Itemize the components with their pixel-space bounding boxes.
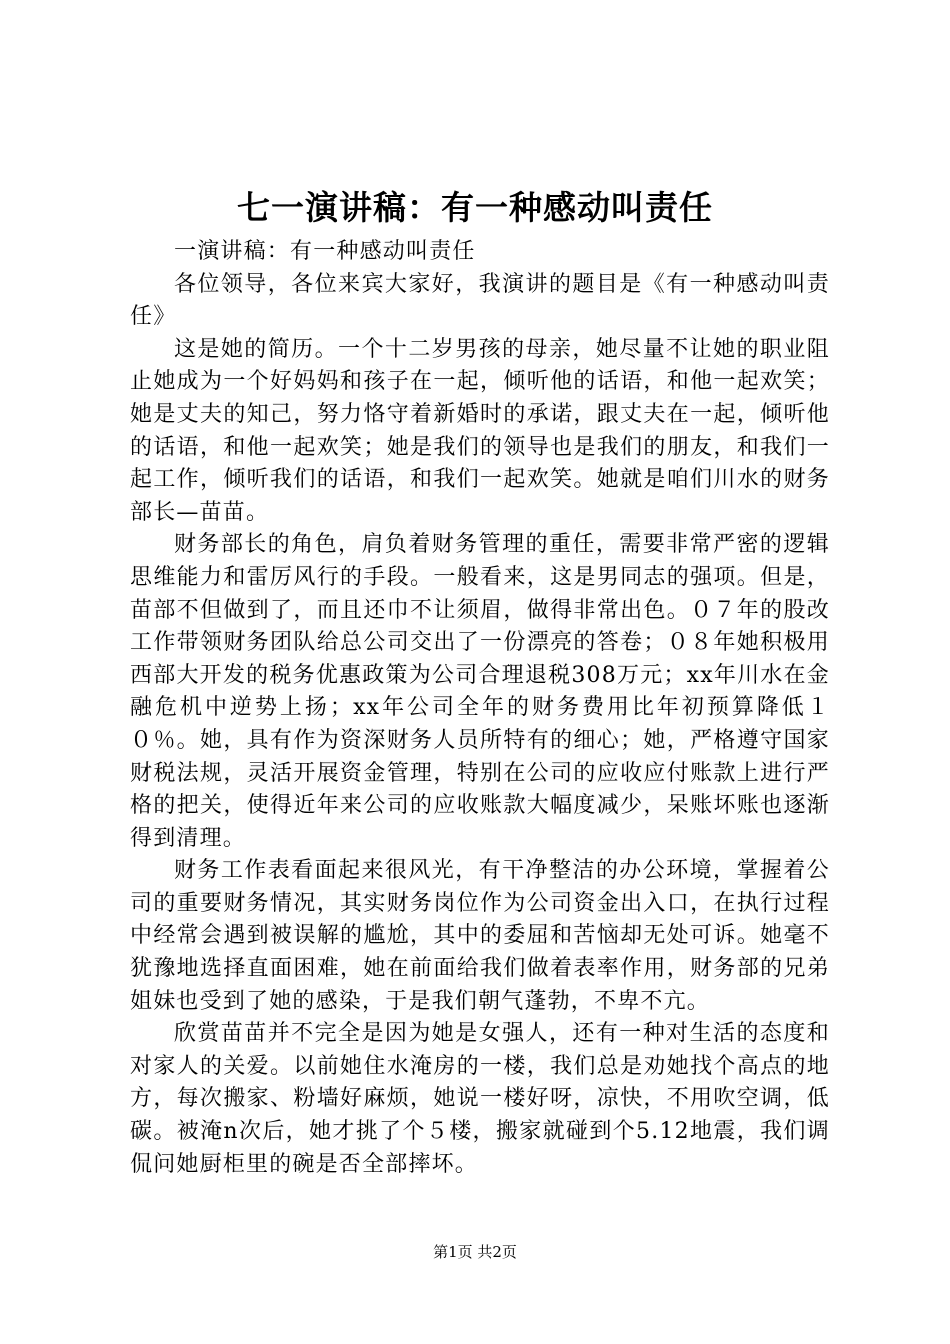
paragraph-work: 财务工作表看面起来很风光，有干净整洁的办公环境，掌握着公司的重要财务情况，其实财务岗位作为公司资金出入口，在执行过程中经常会遇到被误解的尴尬，其中的委屈和苦恼却无处可诉。她毫不犹豫地选择直面困难，她在前面给我们做着表率作用，财务部的兄弟姐妹也受到了她的感染，于是我们朝气蓬勃，不卑不亢。 [130, 858, 830, 1014]
paragraph-role: 财务部长的角色，肩负着财务管理的重任，需要非常严密的逻辑思维能力和雷厉风行的手段。一般看来，这是男同志的强项。但是，苗部不但做到了，而且还巾不让须眉，做得非常出色。０７年的股改工作带领财务团队给总公司交出了一份漂亮的答卷；０８年她积极用西部大开发的税务优惠政策为公司合理退税308万元；xx年川水在金融危机中逆势上扬；xx年公司全年的财务费用比年初预算降低１０％。她，具有作为资深财务人员所特有的细心；她，严格遵守国家财税法规，灵活开展资金管理，特别在公司的应收应付账款上进行严格的把关，使得近年来公司的应收账款大幅度减少，呆账坏账也逐渐得到清理。 [130, 532, 830, 851]
paragraph-profile: 这是她的简历。一个十二岁男孩的母亲，她尽量不让她的职业阻止她成为一个好妈妈和孩子在一起，倾听他的话语，和他一起欢笑；她是丈夫的知己，努力恪守着新婚时的承诺，跟丈夫在一起，倾听他的话语，和他一起欢笑；她是我们的领导也是我们的朋友，和我们一起工作，倾听我们的话语，和我们一起欢笑。她就是咱们川水的财务部长—苗苗。 [130, 336, 830, 525]
document-title: 七一演讲稿：有一种感动叫责任 [237, 188, 713, 227]
paragraph-life: 欣赏苗苗并不完全是因为她是女强人，还有一种对生活的态度和对家人的关爱。以前她住水淹房的一楼，我们总是劝她找个高点的地方，每次搬家、粉墙好麻烦，她说一楼好呀，凉快，不用吹空调，低碳。被淹n次后，她才挑了个５楼，搬家就碰到个5.12地震，我们调侃问她厨柜里的碗是否全部摔坏。 [130, 1021, 830, 1177]
paragraph-greeting: 各位领导，各位来宾大家好，我演讲的题目是《有一种感动叫责任》 [130, 271, 830, 330]
document-body [130, 236, 830, 1181]
paragraph-subtitle: 一演讲稿：有一种感动叫责任 [174, 239, 476, 264]
page-footer: 第1页 共2页 [433, 1243, 517, 1261]
